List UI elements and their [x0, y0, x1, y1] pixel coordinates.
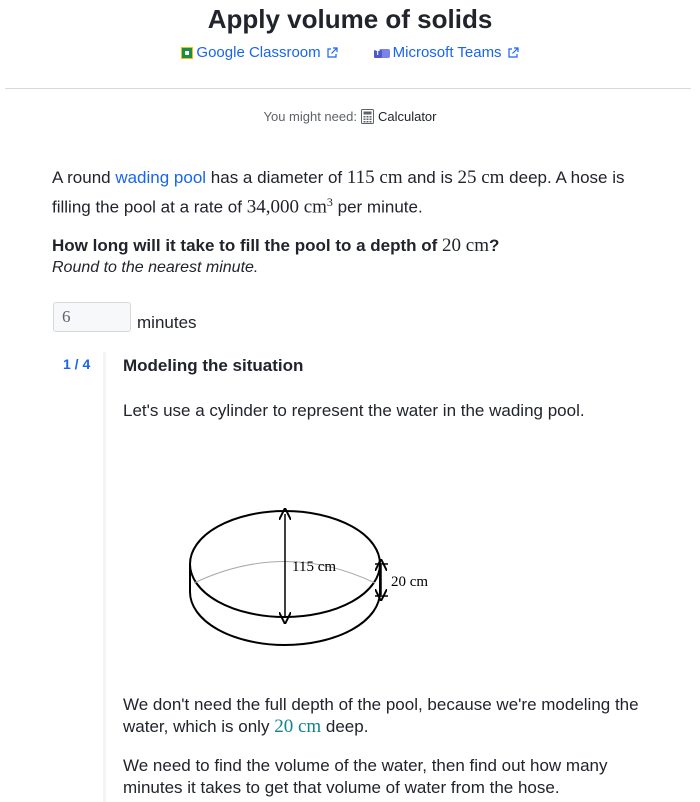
calculator-icon[interactable]	[361, 109, 374, 124]
microsoft-teams-link[interactable]	[374, 44, 519, 61]
google-classroom-link[interactable]	[181, 44, 337, 61]
problem-statement	[52, 166, 652, 220]
rate-exponent: 3	[326, 195, 333, 209]
hint-side-bar	[103, 352, 106, 802]
problem-text: A round	[52, 168, 116, 187]
target-depth: 20 cm	[442, 235, 489, 256]
calculator-link[interactable]: Calculator	[377, 109, 437, 124]
page-title: Apply volume of solids	[207, 4, 493, 34]
hint-text: Let's use a cylinder to represent the water in the wading pool.	[123, 401, 585, 420]
hint-paragraph-text: We don't need the full depth of the pool, because we're modeling the water, which is only	[123, 695, 639, 736]
hint-paragraph-2: We need to find the volume of the water, then find out how many minutes it takes to get that volume of water from the hose.	[123, 756, 608, 797]
water-depth-highlight: 20 cm	[274, 716, 322, 737]
problem-text: has a diameter of	[206, 168, 347, 187]
question-text: How long will it take to fill the pool to a depth of	[52, 236, 443, 255]
cylinder-diagram	[180, 500, 450, 660]
problem-text: per minute.	[332, 197, 423, 217]
question-text: ?	[489, 236, 500, 255]
share-row	[0, 44, 700, 61]
question	[52, 235, 652, 257]
tools-label: You might need:	[263, 109, 357, 124]
answer-input[interactable]	[53, 302, 131, 332]
hint-paragraph-text: deep.	[321, 717, 369, 736]
height-label: 20 cm	[391, 574, 429, 590]
wading-pool-link[interactable]: wading pool	[115, 168, 207, 187]
hint-step-counter: 1 / 4	[63, 356, 91, 372]
tools-row	[0, 109, 700, 124]
depth-value: 25 cm	[457, 167, 505, 188]
external-link-icon	[507, 47, 519, 59]
hint-paragraph-1	[123, 694, 663, 738]
google-classroom-icon	[181, 47, 193, 59]
microsoft-teams-label: Microsoft Teams	[392, 44, 502, 61]
diameter-label: 115 cm	[292, 559, 337, 575]
problem-text: and is	[402, 168, 458, 187]
answer-unit: minutes	[137, 313, 197, 332]
rounding-note: Round to the nearest minute.	[52, 259, 259, 276]
header-divider	[5, 88, 691, 89]
problem-text: deep. A hose is filling the pool at a rate of	[52, 168, 625, 217]
rate-value: 34,000 cm	[246, 196, 327, 218]
microsoft-teams-icon: T	[374, 47, 390, 59]
external-link-icon	[326, 47, 338, 59]
google-classroom-label: Google Classroom	[196, 44, 321, 61]
diameter-value: 115 cm	[346, 167, 403, 188]
hint-title: Modeling the situation	[123, 356, 304, 375]
